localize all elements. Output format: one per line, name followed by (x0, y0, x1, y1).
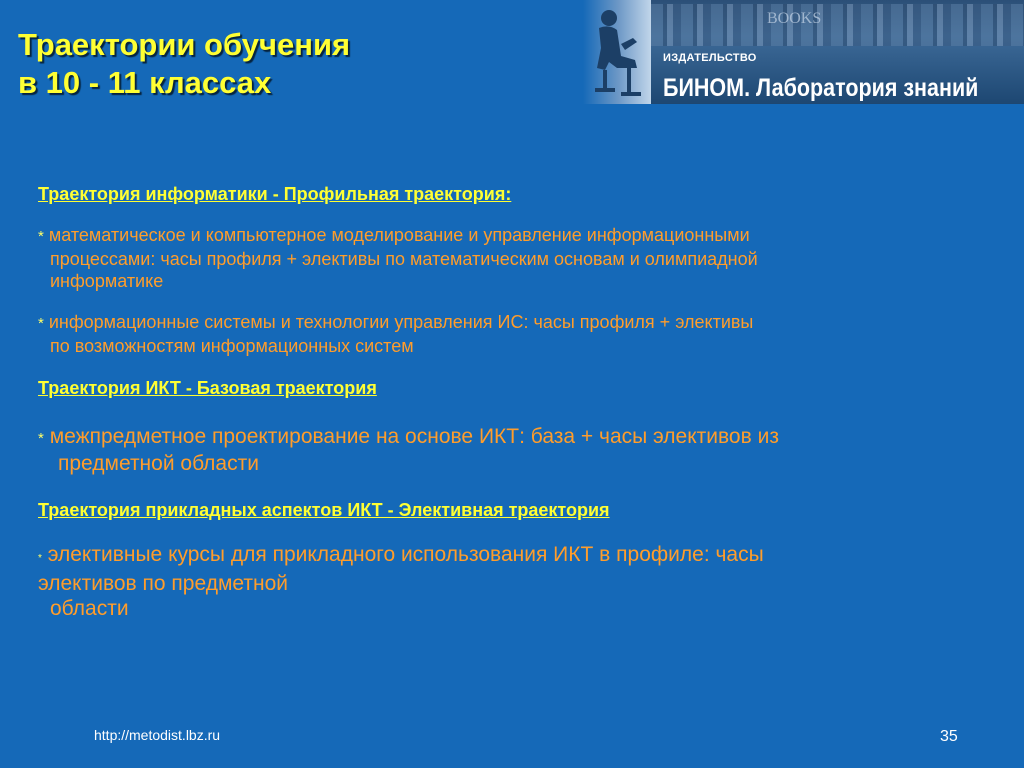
slide-title-line-2: в 10 - 11 классах (18, 65, 272, 100)
bullet-star: * (38, 315, 44, 332)
bullet-star: * (38, 430, 44, 447)
banner-books-text: BOOKS (767, 10, 822, 27)
list-item-text: процессами: часы профиля + элективы по математическим основам и олимпиадной (50, 249, 758, 269)
bullet-star: * (38, 553, 42, 564)
list-item-line (38, 224, 758, 248)
reader-silhouette-icon (587, 4, 649, 100)
list-item-text: области (50, 597, 129, 620)
footer-url: http://metodist.lbz.ru (94, 727, 221, 743)
bullet-star: * (38, 228, 44, 245)
publisher-banner (583, 0, 1024, 104)
section-heading-ict-basic: Траектория ИКТ - Базовая траектория (38, 378, 377, 398)
list-item-text: информационные системы и технологии управления ИС: часы профиля + элективы (48, 312, 754, 332)
banner-photo (651, 0, 1024, 104)
list-item-elective-courses (38, 542, 764, 621)
list-item-text: информатике (50, 271, 164, 291)
slide-title-line-1: Траектории обучения (18, 27, 351, 62)
list-item-text: элективов по предметной (38, 572, 289, 595)
section-heading-ict-applied: Траектория прикладных аспектов ИКТ - Элективная траектория (38, 500, 610, 520)
list-item-interdisciplinary (38, 424, 779, 476)
list-item-information-systems (38, 311, 753, 357)
list-item-text: элективные курсы для прикладного использования ИКТ в профиле: часы (47, 543, 764, 566)
list-item-line (38, 542, 764, 571)
publisher-name: БИНОМ. Лаборатория знаний (663, 74, 979, 102)
list-item-text: предметной области (58, 452, 259, 475)
bookshelf-image (651, 4, 1024, 46)
list-item-line (38, 311, 753, 335)
publisher-small-label: ИЗДАТЕЛЬСТВО (663, 52, 757, 64)
section-heading-informatics: Траектория информатики - Профильная траектория: (38, 184, 512, 204)
list-item-modeling (38, 224, 758, 292)
list-item-text: межпредметное проектирование на основе ИКТ: база + часы элективов из (49, 425, 779, 448)
list-item-text: по возможностям информационных систем (50, 336, 414, 356)
list-item-line (38, 424, 779, 451)
page-number: 35 (940, 728, 958, 745)
slide-title (18, 26, 350, 102)
list-item-text: математическое и компьютерное моделирование и управление информационными (48, 225, 750, 245)
